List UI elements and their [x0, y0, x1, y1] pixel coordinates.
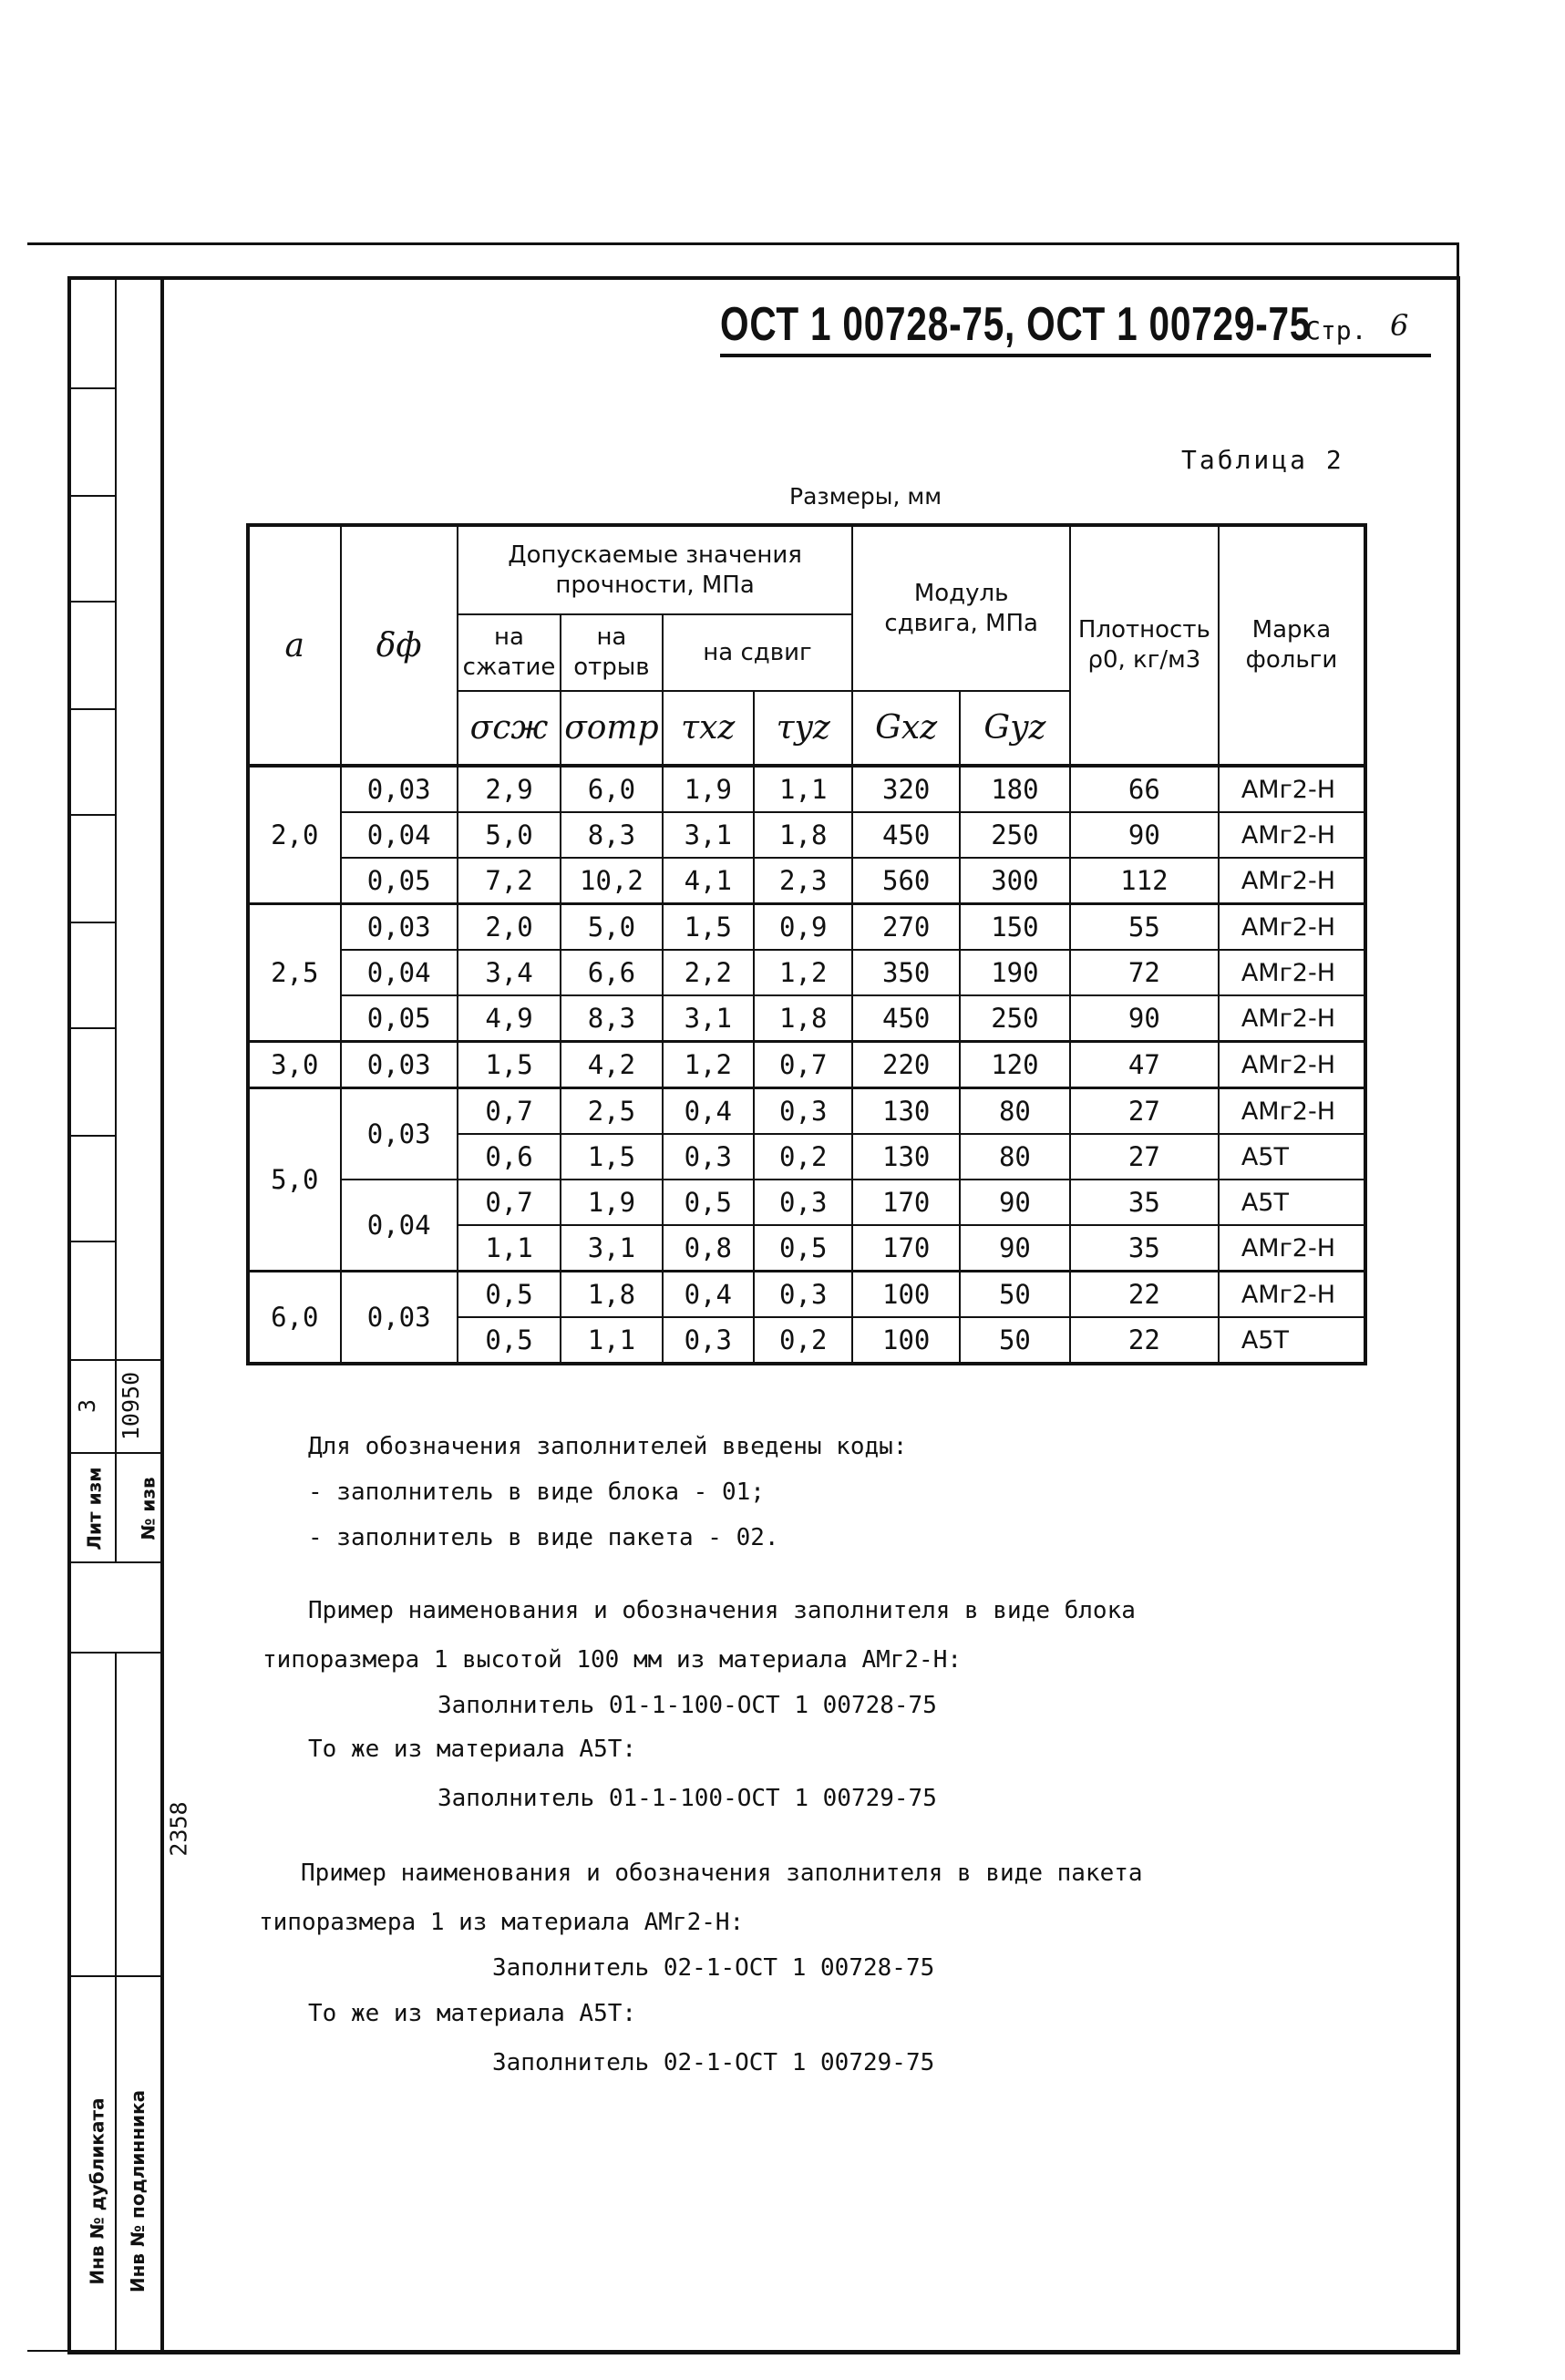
cell-value: 90	[960, 1225, 1070, 1272]
col-head-sym-tens: σотр	[561, 691, 662, 766]
cell-value: 90	[1070, 995, 1219, 1042]
cell-value: 72	[1070, 950, 1219, 995]
col-head-shear: на сдвиг	[663, 614, 853, 691]
col-head-sym-tyz: τyz	[754, 691, 852, 766]
example1-designation-a5t: Заполнитель 01-1-100-ОСТ 1 00729-75	[438, 1785, 937, 1812]
example1-lead	[308, 1597, 1136, 1624]
cell-value: 0,5	[458, 1317, 561, 1364]
cell-delta: 0,04	[341, 1180, 458, 1272]
example2-designation-amg: Заполнитель 02-1-ОСТ 1 00728-75	[492, 1954, 935, 1982]
cell-foil-grade: АМг2-Н	[1219, 1225, 1365, 1272]
stamp-no-izv-label: № изв	[137, 1477, 160, 1540]
table-row	[248, 1042, 1365, 1088]
page-number: 6	[1390, 308, 1409, 343]
document-title: ОСТ 1 00728-75, ОСТ 1 00729-75	[720, 298, 1312, 351]
cell-delta: 0,03	[341, 1088, 458, 1180]
cell-value: 4,2	[561, 1042, 662, 1088]
stamp-izv-value: 10950	[118, 1371, 145, 1441]
cell-value: 1,1	[561, 1317, 662, 1364]
example2-lead-text: Пример наименования и обозначения заполнителя в виде пакета	[301, 1860, 1143, 1887]
col-head-sym-txz: τxz	[663, 691, 755, 766]
cell-value: 170	[852, 1225, 959, 1272]
cell-value: 4,1	[663, 858, 755, 904]
cell-value: 35	[1070, 1180, 1219, 1225]
cell-a: 2,0	[248, 766, 341, 904]
cell-delta: 0,03	[341, 1042, 458, 1088]
cell-foil-grade: АМг2-Н	[1219, 812, 1365, 858]
cell-foil-grade: АМг2-Н	[1219, 1272, 1365, 1318]
codes-intro: Для обозначения заполнителей введены коды:	[308, 1433, 908, 1460]
col-head-a: a	[248, 525, 341, 766]
cell-value: 1,8	[754, 995, 852, 1042]
cell-value: 90	[1070, 812, 1219, 858]
cell-value: 0,3	[754, 1180, 852, 1225]
cell-value: 1,5	[561, 1134, 662, 1180]
example2-lead	[301, 1860, 1143, 1887]
table-row	[248, 1272, 1365, 1318]
cell-value: 55	[1070, 904, 1219, 951]
cell-value: 1,9	[561, 1180, 662, 1225]
cell-value: 450	[852, 812, 959, 858]
cell-value: 5,0	[561, 904, 662, 951]
cell-value: 270	[852, 904, 959, 951]
stamp-inv-orig-value: 2358	[165, 1801, 192, 1857]
code-block-line: - заполнитель в виде блока - 01;	[308, 1478, 765, 1506]
cell-value: 3,1	[663, 812, 755, 858]
margin-stamp-upper	[67, 276, 162, 1563]
cell-value: 1,9	[663, 766, 755, 812]
cell-value: 1,1	[754, 766, 852, 812]
cell-value: 250	[960, 812, 1070, 858]
col-head-shear-modulus: Модуль сдвига, МПа	[852, 525, 1069, 691]
col-head-sym-comp: σсж	[458, 691, 561, 766]
cell-value: 0,7	[754, 1042, 852, 1088]
example1-designation-amg: Заполнитель 01-1-100-ОСТ 1 00728-75	[438, 1692, 937, 1719]
col-head-delta: δф	[341, 525, 458, 766]
cell-value: 80	[960, 1134, 1070, 1180]
cell-value: 3,1	[561, 1225, 662, 1272]
table-row	[248, 1088, 1365, 1135]
cell-value: 50	[960, 1272, 1070, 1318]
cell-value: 250	[960, 995, 1070, 1042]
cell-value: 220	[852, 1042, 959, 1088]
cell-value: 0,9	[754, 904, 852, 951]
table-row	[248, 766, 1365, 812]
cell-foil-grade: А5Т	[1219, 1180, 1365, 1225]
cell-value: 22	[1070, 1317, 1219, 1364]
cell-value: 1,1	[458, 1225, 561, 1272]
cell-value: 5,0	[458, 812, 561, 858]
cell-value: 1,2	[663, 1042, 755, 1088]
page-top-rule	[27, 242, 1458, 245]
document-header	[720, 297, 1431, 352]
cell-value: 80	[960, 1088, 1070, 1135]
cell-value: 0,3	[663, 1317, 755, 1364]
cell-value: 27	[1070, 1134, 1219, 1180]
cell-value: 0,2	[754, 1317, 852, 1364]
table-label: Таблица 2	[1181, 445, 1344, 475]
cell-value: 170	[852, 1180, 959, 1225]
cell-value: 0,6	[458, 1134, 561, 1180]
cell-value: 22	[1070, 1272, 1219, 1318]
cell-value: 190	[960, 950, 1070, 995]
cell-foil-grade: АМг2-Н	[1219, 766, 1365, 812]
cell-value: 350	[852, 950, 959, 995]
cell-value: 150	[960, 904, 1070, 951]
cell-foil-grade: АМг2-Н	[1219, 1088, 1365, 1135]
col-head-density: Плотность ρ0, кг/м3	[1070, 525, 1219, 766]
cell-value: 560	[852, 858, 959, 904]
cell-value: 2,5	[561, 1088, 662, 1135]
table-body	[248, 766, 1365, 1364]
col-head-foil-grade: Марка фольги	[1219, 525, 1365, 766]
cell-value: 130	[852, 1134, 959, 1180]
cell-value: 3,1	[663, 995, 755, 1042]
cell-value: 7,2	[458, 858, 561, 904]
cell-value: 100	[852, 1317, 959, 1364]
cell-value: 6,6	[561, 950, 662, 995]
stamp-inv-dup-label: Инв № дубликата	[86, 2097, 108, 2285]
cell-value: 100	[852, 1272, 959, 1318]
cell-value: 130	[852, 1088, 959, 1135]
col-head-strength: Допускаемые значения прочности, МПа	[458, 525, 853, 614]
cell-delta: 0,04	[341, 950, 458, 995]
cell-value: 1,5	[458, 1042, 561, 1088]
page-label: Стр.	[1305, 315, 1367, 345]
cell-value: 0,3	[754, 1272, 852, 1318]
cell-value: 120	[960, 1042, 1070, 1088]
cell-value: 4,9	[458, 995, 561, 1042]
cell-delta: 0,03	[341, 1272, 458, 1365]
cell-value: 2,2	[663, 950, 755, 995]
cell-value: 0,5	[663, 1180, 755, 1225]
cell-foil-grade: АМг2-Н	[1219, 995, 1365, 1042]
cell-value: 1,5	[663, 904, 755, 951]
cell-delta: 0,05	[341, 995, 458, 1042]
cell-foil-grade: АМг2-Н	[1219, 858, 1365, 904]
example2-designation-a5t: Заполнитель 02-1-ОСТ 1 00729-75	[492, 2049, 935, 2076]
stamp-inv-orig-label: Инв № подлинника	[127, 2089, 149, 2293]
cell-value: 0,5	[458, 1272, 561, 1318]
cell-value: 10,2	[561, 858, 662, 904]
cell-value: 112	[1070, 858, 1219, 904]
cell-delta: 0,03	[341, 904, 458, 951]
cell-value: 27	[1070, 1088, 1219, 1135]
cell-delta: 0,05	[341, 858, 458, 904]
stamp-lit-izm-label: Лит изм	[83, 1467, 106, 1551]
cell-foil-grade: А5Т	[1219, 1317, 1365, 1364]
margin-stamp-lower	[67, 1652, 192, 2354]
cell-value: 8,3	[561, 812, 662, 858]
example1-lead-text: Пример наименования и обозначения заполнителя в виде блока	[308, 1597, 1136, 1624]
code-packet-line: - заполнитель в виде пакета - 02.	[308, 1524, 779, 1551]
cell-value: 0,5	[754, 1225, 852, 1272]
cell-value: 2,3	[754, 858, 852, 904]
cell-value: 8,3	[561, 995, 662, 1042]
col-head-sym-gxz: Gxz	[852, 691, 959, 766]
example1-continuation: типоразмера 1 высотой 100 мм из материала АМг2-Н:	[263, 1646, 963, 1674]
table-row	[248, 858, 1365, 904]
example1-same-a5t: То же из материала А5Т:	[308, 1736, 637, 1763]
table-row	[248, 904, 1365, 951]
cell-value: 320	[852, 766, 959, 812]
cell-value: 0,7	[458, 1088, 561, 1135]
cell-value: 66	[1070, 766, 1219, 812]
stamp-izm-value: 3	[74, 1398, 101, 1414]
cell-value: 0,4	[663, 1272, 755, 1318]
cell-value: 3,4	[458, 950, 561, 995]
cell-a: 3,0	[248, 1042, 341, 1088]
cell-value: 300	[960, 858, 1070, 904]
col-head-sym-gyz: Gyz	[960, 691, 1070, 766]
cell-value: 90	[960, 1180, 1070, 1225]
cell-delta: 0,03	[341, 766, 458, 812]
cell-value: 6,0	[561, 766, 662, 812]
cell-value: 50	[960, 1317, 1070, 1364]
table-row	[248, 995, 1365, 1042]
cell-value: 0,3	[663, 1134, 755, 1180]
table-row	[248, 812, 1365, 858]
cell-value: 450	[852, 995, 959, 1042]
col-head-tension: на отрыв	[561, 614, 662, 691]
cell-value: 0,2	[754, 1134, 852, 1180]
data-table	[246, 523, 1367, 1365]
cell-value: 2,9	[458, 766, 561, 812]
cell-value: 47	[1070, 1042, 1219, 1088]
cell-value: 0,7	[458, 1180, 561, 1225]
cell-delta: 0,04	[341, 812, 458, 858]
cell-a: 5,0	[248, 1088, 341, 1272]
cell-value: 1,2	[754, 950, 852, 995]
units-label: Размеры, мм	[789, 483, 942, 510]
cell-value: 1,8	[754, 812, 852, 858]
cell-a: 2,5	[248, 904, 341, 1042]
cell-value: 0,8	[663, 1225, 755, 1272]
col-head-compression: на сжатие	[458, 614, 561, 691]
cell-value: 2,0	[458, 904, 561, 951]
cell-a: 6,0	[248, 1272, 341, 1365]
header-underline	[720, 354, 1431, 357]
example2-same-a5t: То же из материала А5Т:	[308, 2000, 637, 2027]
cell-value: 180	[960, 766, 1070, 812]
cell-value: 0,3	[754, 1088, 852, 1135]
cell-foil-grade: АМг2-Н	[1219, 904, 1365, 951]
table-row	[248, 1180, 1365, 1225]
cell-value: 35	[1070, 1225, 1219, 1272]
example2-continuation: типоразмера 1 из материала АМг2-Н:	[259, 1909, 745, 1936]
cell-value: 1,8	[561, 1272, 662, 1318]
cell-foil-grade: А5Т	[1219, 1134, 1365, 1180]
cell-foil-grade: АМг2-Н	[1219, 1042, 1365, 1088]
table-row	[248, 950, 1365, 995]
cell-value: 0,4	[663, 1088, 755, 1135]
cell-foil-grade: АМг2-Н	[1219, 950, 1365, 995]
